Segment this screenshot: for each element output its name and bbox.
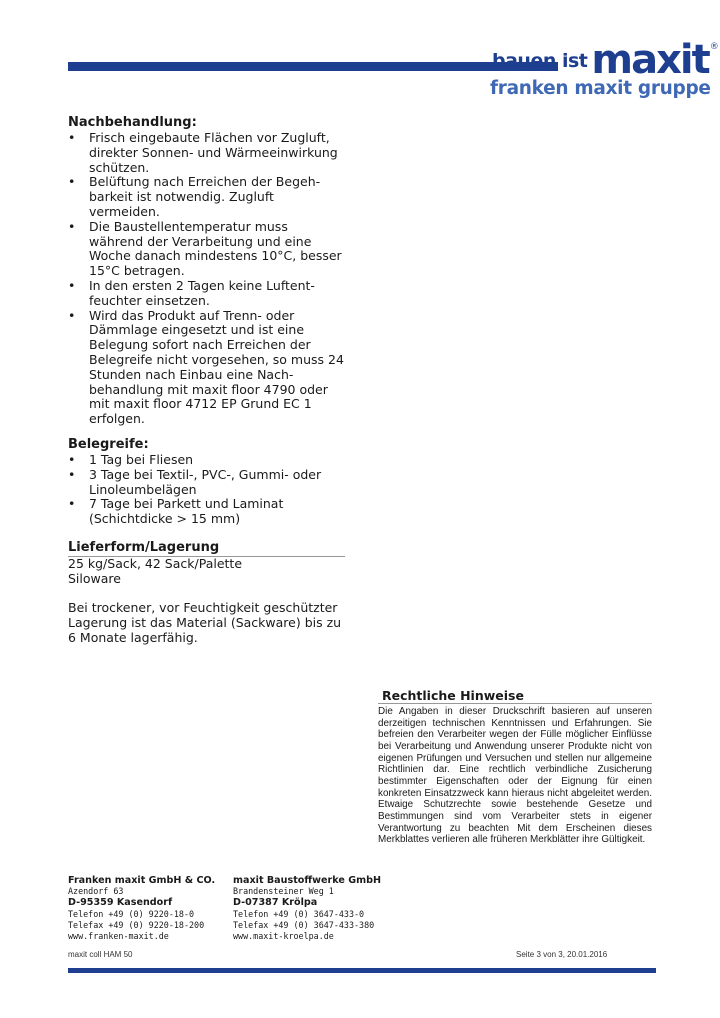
list-item-line: Wird das Produkt auf Trenn- oder [89,307,295,323]
bullet-list [68,131,353,427]
address-maxit-kroelpa [233,875,381,942]
list-item [68,220,353,279]
section-heading: Belegreife: [68,437,149,452]
bullet-list [68,453,353,527]
list-item [68,309,353,427]
list-item [68,468,353,498]
list-item-line: während der Verarbeitung und eine [89,233,312,249]
list-item-line: mit maxit floor 4712 EP Grund EC 1 [89,396,312,412]
document-code: maxit coll HAM 50 [68,950,133,959]
company-name: maxit Baustoffwerke GmbH [233,875,381,886]
bullet-icon: • [68,174,76,190]
list-item-line: (Schichtdicke > 15 mm) [89,511,241,527]
list-item-line: Linoleumbelägen [89,481,197,497]
list-item-line: barkeit ist notwendig. Zugluft [89,189,274,205]
list-item-line: Belegreife nicht vorgesehen, so muss 24 [89,351,344,367]
company-website[interactable]: www.franken-maxit.de [68,931,169,942]
bullet-icon: • [68,452,76,467]
list-item-line: Woche danach mindestens 10°C, besser [89,248,342,264]
company-city: D-07387 Krölpa [233,897,318,909]
bullet-icon: • [68,466,76,482]
footer-bar [68,968,656,973]
company-city: D-95359 Kasendorf [68,897,173,909]
bullet-icon: • [68,307,76,323]
list-item [68,453,353,468]
address-franken-maxit [68,875,215,942]
section-heading: Lieferform/Lagerung [68,540,220,555]
list-item-line: 1 Tag bei Fliesen [89,452,194,467]
bullet-icon: • [68,277,76,293]
company-fax: Telefax +49 (0) 3647-433-380 [233,919,375,930]
list-item-line: 7 Tage bei Parkett und Laminat [89,496,284,512]
section-belegreife [68,437,353,527]
list-item-line: In den ersten 2 Tagen keine Luftent- [89,277,315,293]
company-street: Brandensteiner Weg 1 [233,886,334,897]
list-item-line: vermeiden. [89,203,160,219]
packaging-line: 25 kg/Sack, 42 Sack/Palette [68,556,243,571]
list-item [68,497,353,527]
silo-line: Siloware [68,570,121,586]
list-item [68,131,353,175]
list-item [68,175,353,219]
section-nachbehandlung [68,115,353,427]
list-item-line: behandlung mit maxit floor 4790 oder [89,381,328,397]
registered-mark: ® [709,42,719,52]
brand-slogan: bauen ist [492,50,588,72]
legal-heading: Rechtliche Hinweise [382,688,524,703]
list-item-line: Dämmlage eingesetzt und ist eine [89,322,305,338]
list-item-line: feuchter einsetzen. [89,292,210,308]
list-item [68,279,353,309]
list-item-line: erfolgen. [89,411,145,427]
header-bar [68,62,558,71]
list-item-line: 3 Tage bei Textil-, PVC-, Gummi- oder [89,466,322,482]
group-name: franken maxit gruppe [490,78,711,99]
list-item-line: Belüftung nach Erreichen der Begeh- [89,174,321,190]
company-phone: Telefon +49 (0) 9220-18-0 [68,908,195,919]
storage-line: Bei trockener, vor Feuchtigkeit geschützter [68,600,338,615]
list-item-line: direkter Sonnen- und Wärmeeinwirkung [89,144,338,160]
list-item-line: Die Baustellentemperatur muss [89,218,288,234]
list-item-line: 15°C betragen. [89,263,185,279]
legal-divider [378,703,652,704]
section-heading: Nachbehandlung: [68,115,197,130]
company-website[interactable]: www.maxit-kroelpa.de [233,931,334,942]
list-item-line: Belegung sofort nach Erreichen der [89,337,311,353]
company-phone: Telefon +49 (0) 3647-433-0 [233,908,365,919]
company-street: Azendorf 63 [68,886,124,897]
bullet-icon: • [68,218,76,234]
legal-notes [378,688,652,846]
storage-line: 6 Monate lagerfähig. [68,629,198,645]
storage-paragraph [68,601,368,645]
list-item-line: Frisch eingebaute Flächen vor Zugluft, [89,130,330,145]
storage-line: Lagerung ist das Material (Sackware) bis zu [68,614,342,630]
list-item-line: schützen. [89,159,150,175]
maxit-logo: maxit [591,37,709,83]
legal-text: Die Angaben in dieser Druckschrift basieren auf unseren derzeitigen technischen Kenntnissen und Erfahrungen. Sie befreien den Verarbeiter wegen der Fülle möglicher Einflüsse bei Verarbeitung und Anwendung unserer Produkte nicht von eigenen Prüfungen und Versuchen und stellen nur allgemeine Richtlinien dar. Eine rechtlich verbindliche Zusicherung bestimmter Eigenschaften oder der Eignung für einen konkreten Einsatzzweck kann hieraus nicht abgeleitet werden. Etwaige Schutzrechte sowie bestehende Gesetze und Bestimmungen sind vom Verarbeiter stets in eigener Verantwortung zu beachten Mit dem Erscheinen dieses Merkblattes verlieren alle früheren Merkblätter ihre Gültigkeit. [378,706,652,846]
bullet-icon: • [68,496,76,512]
list-item-line: Stunden nach Einbau eine Nach- [89,366,294,382]
company-fax: Telefax +49 (0) 9220-18-200 [68,919,205,930]
company-name: Franken maxit GmbH & CO. [68,875,216,886]
page-number-date: Seite 3 von 3, 20.01.2016 [516,950,608,959]
bullet-icon: • [68,130,76,145]
section-lieferform [68,540,345,587]
brand-logo [492,37,719,83]
